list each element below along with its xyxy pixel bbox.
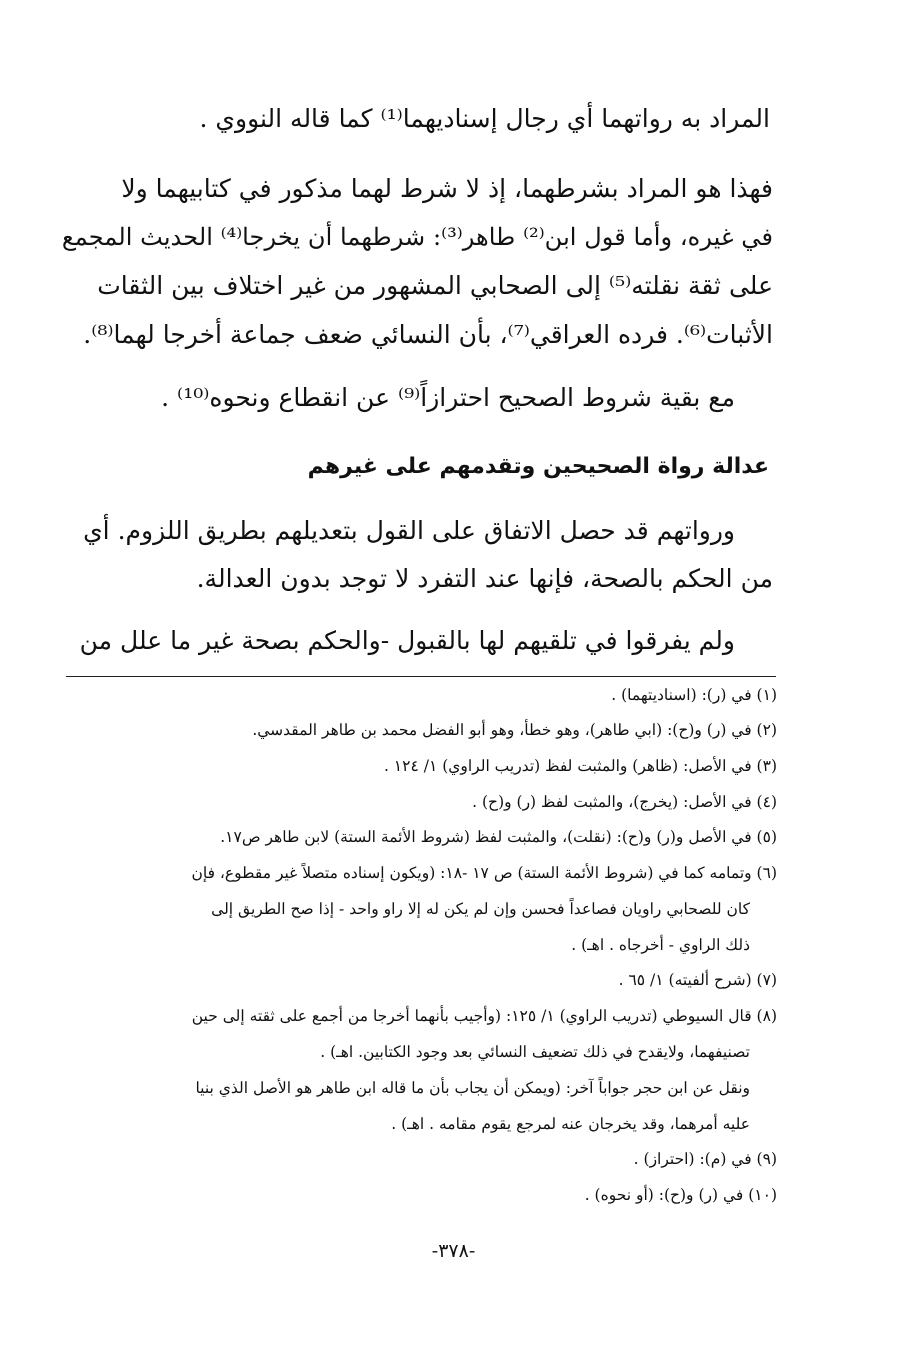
text-line: مع بقية شروط الصحيح احترازاً⁽⁹⁾ عن انقطاع ونحوه⁽¹⁰⁾ . bbox=[161, 383, 735, 412]
text-line: ورواتهم قد حصل الاتفاق على القول بتعديلهم بطريق اللزوم. أي bbox=[83, 516, 735, 545]
page-number: -٣٧٨- bbox=[431, 1240, 476, 1262]
footnote: كان للصحابي راويان فصاعداً فحسن وإن لم يكن له إلا راو واحد - إذا صح الطريق إلى bbox=[211, 900, 750, 918]
footnote: ذلك الراوي - أخرجاه . اهـ) . bbox=[571, 936, 750, 954]
text-line: من الحكم بالصحة، فإنها عند التفرد لا توجد بدون العدالة. bbox=[196, 564, 773, 593]
footnote: (٣) في الأصل: (ظاهر) والمثبت لفظ (تدريب الراوي) ١/ ١٢٤ . bbox=[383, 757, 777, 775]
footnote: ونقل عن ابن حجر جواباً آخر: (ويمكن أن يجاب بأن ما قاله ابن طاهر هو الأصل الذي بنيا bbox=[195, 1079, 750, 1097]
footnote: (١٠) في (ر) و(ح): (أو نحوه) . bbox=[584, 1186, 777, 1204]
footnote-separator bbox=[66, 676, 776, 677]
text-line: المراد به رواتهما أي رجال إسناديهما⁽¹⁾ كما قاله النووي . bbox=[199, 104, 770, 133]
footnote: (٢) في (ر) و(ح): (ابي طاهر)، وهو خطأ، وهو أبو الفضل محمد بن طاهر المقدسي. bbox=[252, 721, 777, 739]
text-line: ولم يفرقوا في تلقيهم لها بالقبول -والحكم بصحة غير ما علل من bbox=[79, 626, 735, 655]
text-line: فهذا هو المراد بشرطهما، إذ لا شرط لهما مذكور في كتابيهما ولا bbox=[121, 174, 773, 203]
footnote: (٥) في الأصل و(ر) و(ح): (نقلت)، والمثبت لفظ (شروط الأئمة الستة) لابن طاهر ص١٧. bbox=[220, 828, 777, 846]
section-heading: عدالة رواة الصحيحين وتقدمهم على غيرهم bbox=[307, 454, 769, 479]
footnote: (٩) في (م): (احتراز) . bbox=[633, 1150, 777, 1168]
text-line: الأثبات⁽⁶⁾. فرده العراقي⁽⁷⁾، بأن النسائي ضعف جماعة أخرجا لهما⁽⁸⁾. bbox=[83, 320, 773, 349]
text-line: في غيره، وأما قول ابن⁽²⁾ طاهر⁽³⁾: شرطهما أن يخرجا⁽⁴⁾ الحديث المجمع bbox=[61, 223, 773, 251]
footnote: (٤) في الأصل: (يخرج)، والمثبت لفظ (ر) و(ح) . bbox=[472, 793, 777, 811]
footnote: تصنيفهما، ولايقدح في ذلك تضعيف النسائي بعد وجود الكتابين. اهـ) . bbox=[320, 1043, 750, 1061]
text-line: على ثقة نقلته⁽⁵⁾ إلى الصحابي المشهور من غير اختلاف بين الثقات bbox=[97, 271, 773, 300]
footnote: (٧) (شرح ألفيته) ١/ ٦٥ . bbox=[618, 971, 777, 989]
footnote: (٦) وتمامه كما في (شروط الأئمة الستة) ص ١٧ -١٨: (ويكون إسناده متصلاً غير مقطوع، فإن bbox=[191, 864, 777, 882]
footnote: عليه أمرهما، وقد يخرجان عنه لمرجع يقوم مقامه . اهـ) . bbox=[391, 1115, 750, 1133]
footnote: (١) في (ر): (اسناديتهما) . bbox=[611, 686, 777, 704]
footnote: (٨) قال السيوطي (تدريب الراوي) ١/ ١٢٥: (وأجيب بأنهما أخرجا من أجمع على ثقته إلى حين bbox=[191, 1007, 777, 1025]
